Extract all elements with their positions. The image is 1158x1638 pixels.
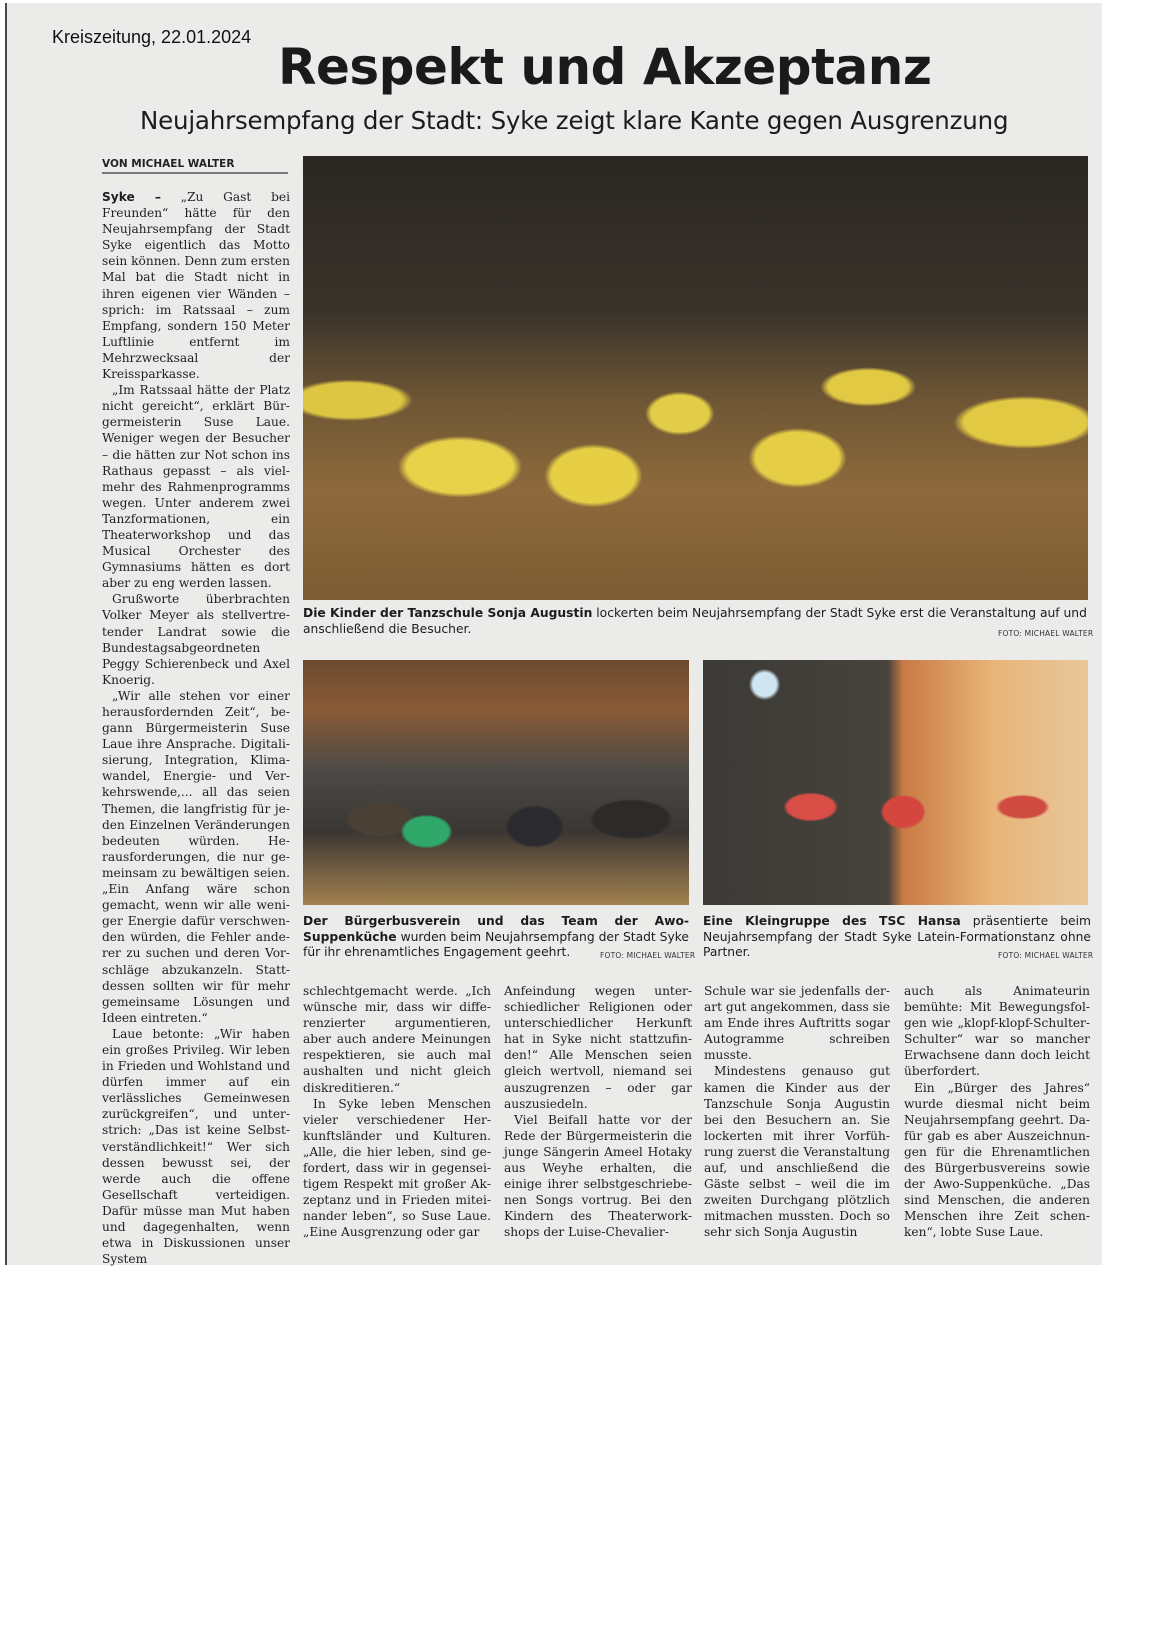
- paragraph: Ein „Bürger des Jahres“ wurde diesmal nicht beim Neujahrsempfang geehrt. Dafür gab es aber Auszeichnungen für die Ehrenamtlichen des Bürgerbusvereins sowie der Awo-Suppenküche. „Das sind Menschen, die anderen Menschen ihre Zeit schenken“, lobte Suse Laue.: [904, 1080, 1090, 1240]
- paragraph: Laue betonte: „Wir haben ein großes Privileg. Wir leben in Frieden und Wohlstand und dürfen immer auf ein verlässliches Gemeinwesen zurückgreifen“, und unterstrich: „Das ist keine Selbstverständlichkeit!“ Wer sich dessen bewusst sei, der werde auch die offene Gesellschaft verteidigen. Dafür müsse man Mut haben und dagegenhalten, wenn etwa in Diskussionen unser System: [102, 1026, 290, 1267]
- paragraph: schlechtgemacht werde. „Ich wünsche mir, dass wir differenzierter argumentieren, aber auch andere Meinungen respektieren, sie auch mal aushalten und nicht gleich diskreditieren.“: [303, 984, 491, 1095]
- photo-volunteers-group: [303, 660, 689, 905]
- paragraph: Viel Beifall hatte vor der Rede der Bürgermeisterin die junge Sängerin Ameel Hotaky aus Weyhe erhalten, die einige ihrer selbstgeschriebenen Songs vortrug. Bei den Kindern des Theaterworkshops der Luise-Chevalier-: [504, 1112, 692, 1240]
- article-column-2: [303, 983, 491, 1241]
- photo-caption-3: Eine Kleingruppe des TSC Hansa präsentierte beim Neujahrsempfang der Stadt Syke Latein-Formationstanz ohne Partner.: [703, 914, 1091, 959]
- paragraph: „Wir alle stehen vor einer herausfordernden Zeit“, begann Bürgermeisterin Suse Laue ihre Ansprache. Digitalisierung, Integration, Klimawandel, Energie- und Verkehrswende,... all das seien Themen, die langfristig für jeden Einzelnen Veränderungen bedeuten würden. Herausforderungen, die nur gemeinsam zu bewältigen seien. „Ein Anfang wäre schon gemacht, wenn wir alle weniger Energie dafür verschwenden würden, die Fehler anderer zu suchen und deren Vorschläge abzukanzeln. Stattdessen sollten wir für mehr gemeinsame Lösungen und Ideen eintreten.“: [102, 688, 290, 1025]
- subheadline: Neujahrsempfang der Stadt: Syke zeigt klare Kante gegen Ausgrenzung: [140, 106, 1009, 135]
- photo-tsc-hansa-dancers: [703, 660, 1088, 905]
- paragraph: Schule war sie jedenfalls derart gut angekommen, dass sie am Ende ihres Auftritts sogar Autogramme schreiben musste.: [704, 984, 890, 1063]
- byline: VON MICHAEL WALTER: [102, 158, 288, 174]
- photo-credit-3: FOTO: MICHAEL WALTER: [998, 951, 1094, 960]
- source-date-label: Kreiszeitung, 22.01.2024: [52, 27, 252, 47]
- photo-credit-2: FOTO: MICHAEL WALTER: [600, 951, 696, 960]
- paragraph: In Syke leben Menschen vieler verschiedener Herkunftsländer und Kulturen. „Alle, die hier leben, sind gefordert, dass wir in gegenseitigem Respekt mit großer Akzeptanz und in Frieden miteinander leben“, so Suse Laue. „Eine Ausgrenzung oder gar: [303, 1096, 491, 1240]
- photo-credit-1: FOTO: MICHAEL WALTER: [998, 629, 1094, 638]
- paragraph: Mindestens genauso gut kamen die Kinder aus der Tanzschule Sonja Augustin bei den Besuchern an. Sie lockerten mit ihrer Vorführung zuerst die Veranstaltung auf, und anschließend die Gäste selbst – weil die im zweiten Durchgang plötzlich mitmachen mussten. Doch so sehr sich Sonja Augustin: [704, 1064, 890, 1240]
- paragraph: Grußworte überbrachten Volker Meyer als stellvertretender Landrat sowie die Bundestagsabgeordneten Peggy Schierenbeck und Axel Knoerig.: [102, 592, 290, 687]
- article-column-3: [504, 983, 692, 1241]
- paragraph: „Im Ratssaal hätte der Platz nicht gereicht“, erklärt Bürgermeisterin Suse Laue. Weniger wegen der Besucher – die hätten zur Not schon ins Rathaus gepasst – als vielmehr des Rahmenprogramms wegen. Unter anderem zwei Tanzformationen, ein Theaterworkshop und das Musical Orchester des Gymnasiums hätten es dort aber zu eng werden lassen.: [102, 383, 290, 591]
- photo-dance-school-children: [303, 156, 1088, 600]
- dateline: Syke –: [102, 190, 161, 204]
- photo-caption-2: Der Bürgerbusverein und das Team der Awo-Suppenküche wurden beim Neujahrsempfang der Stadt Syke für ihr ehrenamtliches Engagement geehrt.: [303, 914, 689, 959]
- article-column-5: [904, 983, 1090, 1241]
- photo-caption-1: Die Kinder der Tanzschule Sonja Augustin lockerten beim Neujahrsempfang der Stadt Syke erst die Veranstaltung auf und anschließend die Besucher.: [303, 606, 1087, 636]
- article-column-1: [102, 189, 290, 1267]
- headline: Respekt und Akzeptanz: [278, 38, 932, 96]
- article-column-4: [704, 983, 890, 1241]
- paragraph: auch als Animateurin bemühte: Mit Bewegungsfolgen wie „klopf-klopf-Schulter-Schulter“ war so mancher Erwachsene dann doch leicht überfordert.: [904, 984, 1090, 1079]
- paragraph: Syke – „Zu Gast bei Freunden“ hätte für den Neujahrsempfang der Stadt Syke eigentlich das Motto sein können. Denn zum ersten Mal bat die Stadt nicht in ihren eigenen vier Wänden – sprich: im Ratssaal – zum Empfang, sondern 150 Meter Luftlinie entfernt im Mehrzwecksaal der Kreissparkasse.: [102, 190, 290, 382]
- paragraph: Anfeindung wegen unterschiedlicher Religionen oder unterschiedlicher Herkunft hat in Syke nicht stattzufinden!“ Alle Menschen seien gleich wertvoll, niemand sei auszugrenzen – oder gar auszusiedeln.: [504, 984, 692, 1111]
